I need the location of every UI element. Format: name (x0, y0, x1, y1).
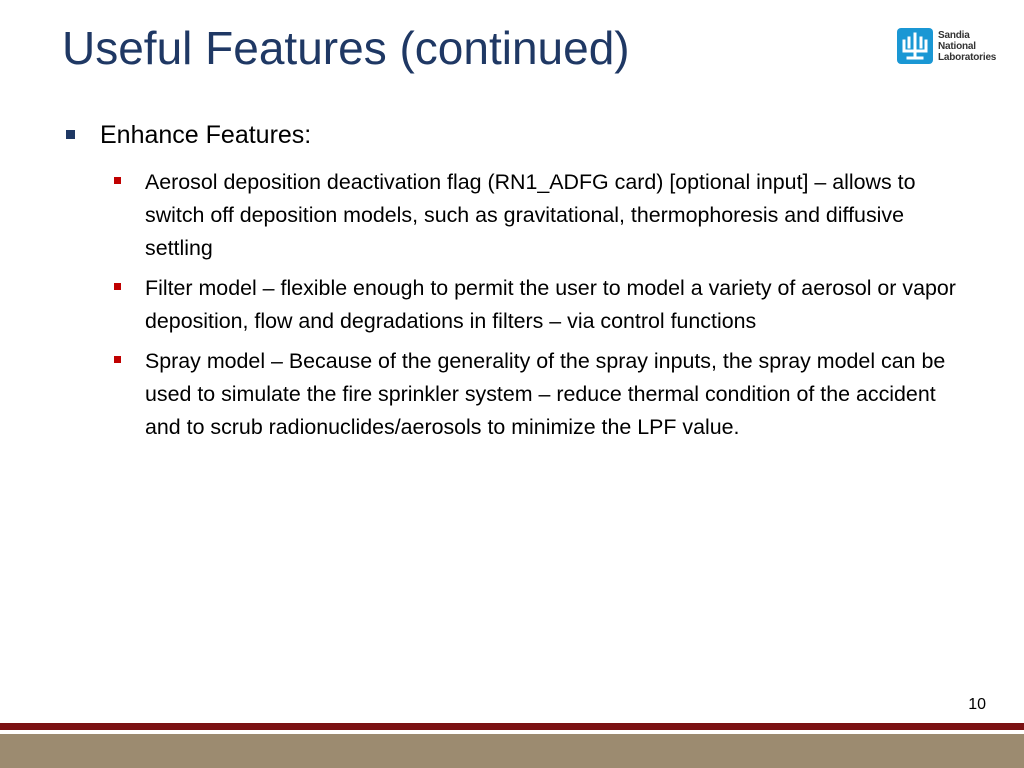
logo-line: Laboratories (938, 51, 997, 63)
footer-band (0, 723, 1024, 730)
square-bullet-icon (66, 130, 75, 139)
square-bullet-icon (114, 283, 121, 290)
logo-wordmark (938, 30, 996, 63)
logo-line: National (938, 40, 976, 52)
footer-bar (0, 734, 1024, 768)
logo-line: Sandia (938, 29, 970, 41)
sandia-thunderbird-icon (897, 28, 933, 64)
square-bullet-icon (114, 356, 121, 363)
sub-bullet-item (114, 345, 962, 444)
sub-bullet-item (114, 272, 962, 338)
sub-bullet-list (114, 166, 962, 444)
sub-bullet-item (114, 166, 962, 265)
bullet-level1 (62, 118, 962, 152)
sandia-logo (897, 28, 996, 64)
slide-title: Useful Features (continued) (62, 22, 630, 74)
slide-body (62, 118, 962, 451)
sub-bullet-text: Spray model – Because of the generality of the spray inputs, the spray model can be used to simulate the fire sprinkler system – reduce thermal condition of the accident and to scrub radionuclides/aerosols to minimize the LPF value. (145, 349, 946, 439)
bullet-level1-text: Enhance Features: (100, 121, 312, 149)
sub-bullet-text: Filter model – flexible enough to permit the user to model a variety of aerosol or vapor deposition, flow and degradations in filters – via control functions (145, 276, 956, 333)
page-number: 10 (968, 696, 986, 713)
square-bullet-icon (114, 177, 121, 184)
sub-bullet-text: Aerosol deposition deactivation flag (RN1_ADFG card) [optional input] – allows to switch off deposition models, such as gravitational, thermophoresis and diffusive settling (145, 170, 916, 260)
